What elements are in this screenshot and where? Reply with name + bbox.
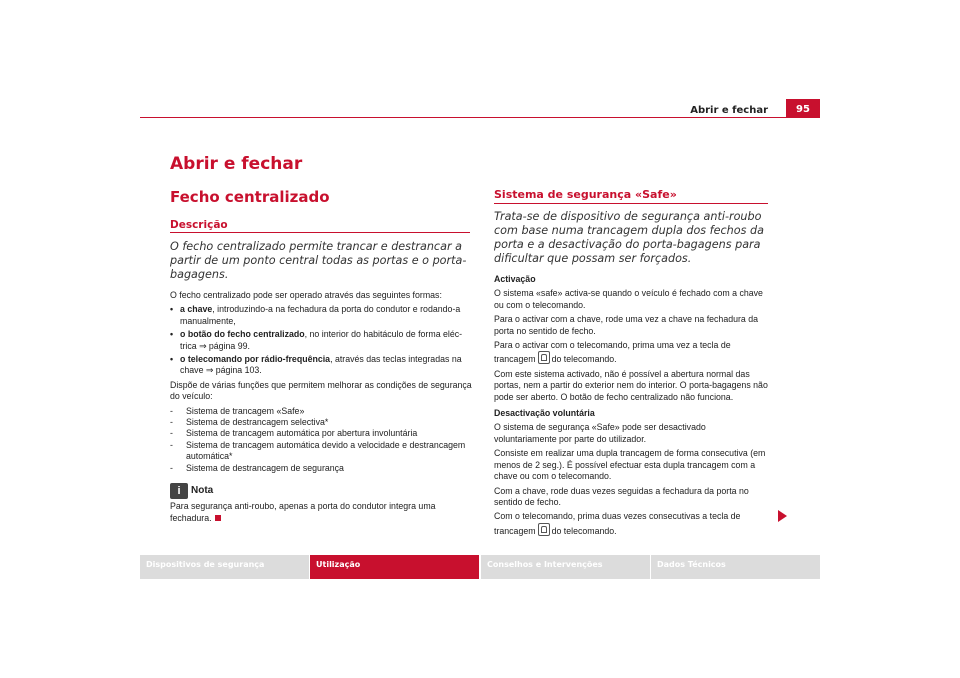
- function-text: Sistema de destrancagem selectiva*: [186, 417, 329, 428]
- end-of-section-icon: [215, 515, 221, 521]
- bullet-icon: •: [170, 354, 174, 365]
- left-subheading: Descrição: [170, 219, 228, 231]
- function-text: Sistema de destrancagem de segurança: [186, 462, 344, 473]
- activation-paragraph: O sistema «safe» activa-se quando o veículo é fechado com a chave ou com o telecomando.: [494, 288, 763, 310]
- deactivation-paragraph: [494, 511, 770, 537]
- note-header: [170, 483, 472, 499]
- bullet-bold: o botão do fecho centralizado: [180, 329, 305, 340]
- activation-paragraph: [494, 340, 770, 366]
- functions-intro: Dispõe de várias funções que permitem melhorar as condições de segurança do veículo:: [170, 379, 472, 402]
- dash-marker: -: [170, 428, 173, 439]
- list-item: [170, 354, 472, 377]
- page-title: Abrir e fechar: [170, 154, 303, 174]
- dash-marker: -: [170, 462, 173, 473]
- function-text: Sistema de trancagem automática por abertura involuntária: [186, 428, 418, 439]
- left-column: [170, 235, 472, 527]
- deactivation-heading: Desactivação voluntária: [494, 408, 595, 419]
- function-text: Sistema de trancagem «Safe»: [186, 405, 305, 416]
- activation-text: Para o activar com o telecomando, prima uma vez a tecla de trancagem: [494, 340, 731, 365]
- activation-paragraph: Com este sistema activado, não é possível a abertura normal das portas, nem a partir do exterior nem do interior. O porta-bagagens não pode ser aberto. O botão de fecho centralizado não funciona.: [494, 368, 768, 402]
- deactivation-paragraph: Consiste em realizar uma dupla trancagem de forma consecutiva (em menos de 2 seg.). É possível efectuar esta dupla trancagem com a chave ou com o telecomando.: [494, 448, 766, 482]
- right-lead-text: Trata-se de dispositivo de segurança anti-roubo com base numa trancagem dupla dos fechos da porta e a desactivação do porta-bagagens para dificultar que possam ser forçados.: [494, 210, 764, 265]
- list-item: [170, 304, 472, 327]
- right-subheading-rule: [494, 203, 768, 204]
- section-title: Fecho centralizado: [170, 188, 330, 206]
- lock-key-icon: [538, 351, 550, 364]
- next-page-arrow-icon: [778, 510, 787, 522]
- bullet-icon: •: [170, 304, 174, 315]
- deactivation-paragraph: Com a chave, rode duas vezes seguidas a fechadura da porta no sentido de fecho.: [494, 485, 749, 507]
- list-item: [170, 329, 472, 352]
- list-item: [170, 440, 472, 463]
- tab-dispositivos-de-seguranca[interactable]: Dispositivos de segurança: [140, 555, 309, 579]
- left-subheading-rule: [170, 232, 470, 233]
- list-item: [170, 406, 472, 417]
- header-rule: [140, 117, 820, 118]
- lock-key-icon: [538, 523, 550, 536]
- note-text: Para segurança anti-roubo, apenas a porta do condutor integra uma fechadura.: [170, 501, 436, 523]
- note-icon: i: [170, 483, 188, 499]
- note-title: Nota: [191, 485, 214, 497]
- note-body: [170, 501, 472, 524]
- bullet-bold: o telecomando por rádio-frequência: [180, 354, 331, 365]
- right-subheading: Sistema de segurança «Safe»: [494, 188, 677, 201]
- bullet-text: , no interior do habitáculo de forma eléc-trica ⇒ página 99.: [180, 329, 463, 351]
- page-number: 95: [796, 104, 810, 115]
- deactivation-paragraph: O sistema de segurança «Safe» pode ser desactivado voluntariamente por parte do utilizador.: [494, 422, 706, 444]
- bullet-icon: •: [170, 329, 174, 340]
- tab-dados-tecnicos[interactable]: Dados Técnicos: [651, 555, 820, 579]
- right-column: [494, 210, 770, 540]
- list-item: [170, 417, 472, 428]
- deactivation-text: Com o telecomando, prima duas vezes consecutivas a tecla de trancagem: [494, 511, 741, 536]
- deactivation-text: do telecomando.: [551, 525, 617, 536]
- left-intro: O fecho centralizado pode ser operado através das seguintes formas:: [170, 290, 442, 300]
- dash-marker: -: [170, 439, 173, 450]
- bullet-bold: a chave: [180, 304, 213, 315]
- dash-marker: -: [170, 417, 173, 428]
- tab-utilizacao[interactable]: Utilização: [310, 555, 479, 579]
- list-item: [170, 463, 472, 474]
- dash-marker: -: [170, 405, 173, 416]
- bullet-text: , introduzindo-a na fechadura da porta do condutor e rodando-a manualmente,: [180, 304, 461, 326]
- left-lead-text: O fecho centralizado permite trancar e destrancar a partir de um ponto central todas as portas e o porta-bagagens.: [170, 240, 467, 281]
- bullet-text: , através das teclas integradas na chave ⇒ página 103.: [180, 354, 462, 376]
- activation-paragraph: Para o activar com a chave, rode uma vez a chave na fechadura da porta no sentido de fecho.: [494, 314, 759, 336]
- activation-text: do telecomando.: [551, 354, 617, 365]
- list-item: [170, 428, 472, 439]
- tab-conselhos-e-intervencoes[interactable]: Conselhos e Intervenções: [481, 555, 650, 579]
- function-text: Sistema de trancagem automática devido a velocidade e destrancagem automática*: [186, 439, 466, 462]
- activation-heading: Activação: [494, 274, 536, 284]
- header-section-title: Abrir e fechar: [690, 105, 768, 116]
